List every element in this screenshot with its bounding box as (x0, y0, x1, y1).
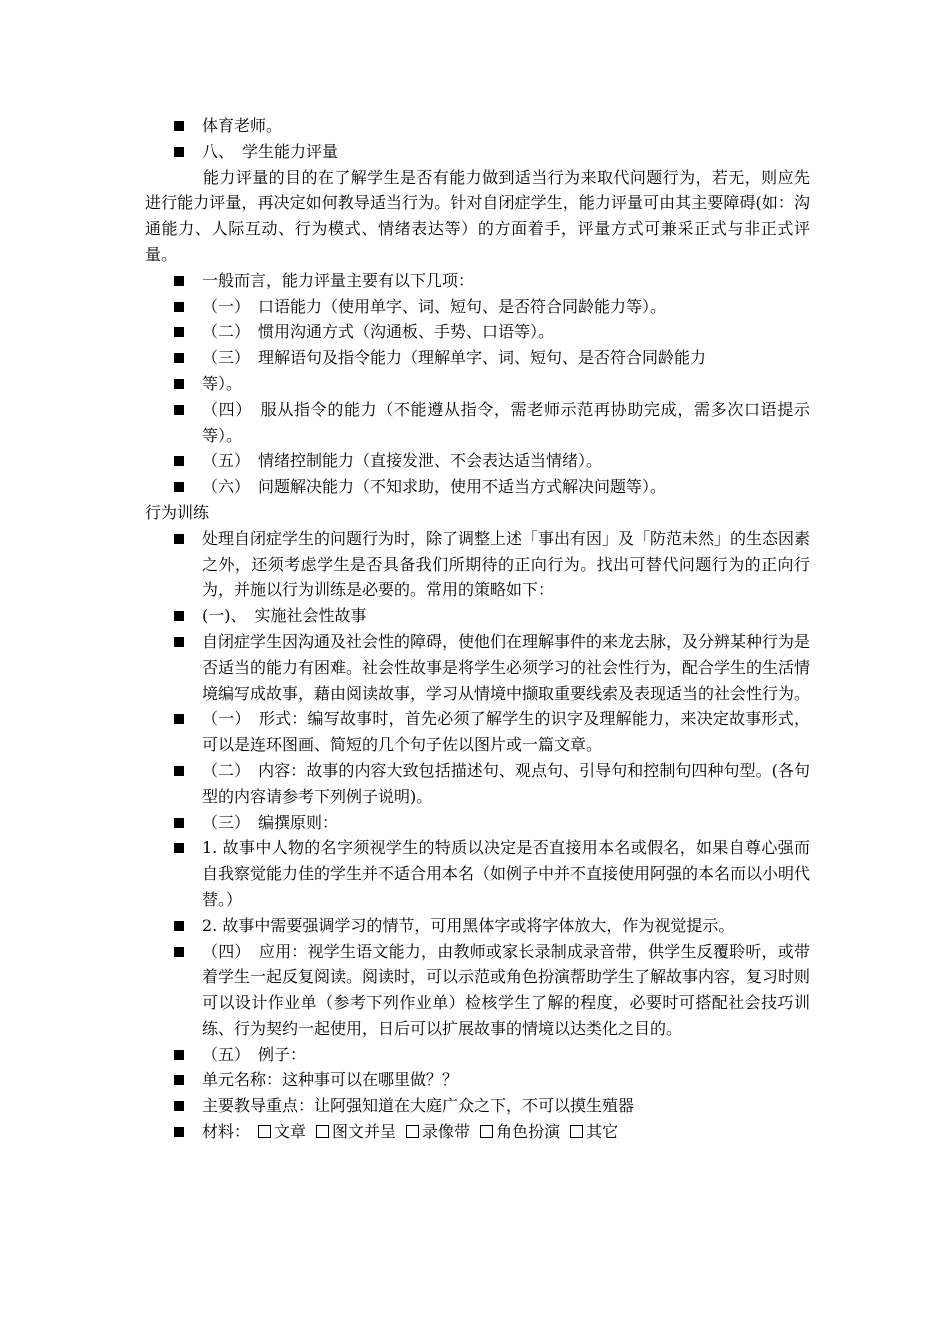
square-bullet-icon (174, 353, 184, 363)
checkbox-option[interactable]: 角色扮演 (472, 1122, 562, 1141)
list-item: （二） 惯用沟通方式（沟通板、手势、口语等）。 (145, 319, 810, 345)
bullet-list-ability (145, 268, 810, 500)
checkbox-option[interactable]: 其它 (562, 1122, 620, 1141)
list-item: （四） 应用：视学生语文能力，由教师或家长录制成录音带，供学生反覆聆听，或带着学生一起反复阅读。阅读时，可以示范或角色扮演帮助学生了解故事内容，复习时则可以设计作业单（参考下列作业单）检核学生了解的程度，必要时可搭配社会技巧训练、行为契约一起使用，日后可以扩展故事的情境以达类化之目的。 (145, 939, 810, 1042)
bullet-list-top (145, 113, 810, 165)
materials-row: 材料： 文章 图文并呈 录像带 角色扮演 其它 (145, 1119, 810, 1145)
checkbox-option[interactable]: 录像带 (398, 1122, 472, 1141)
square-bullet-icon (174, 482, 184, 492)
square-bullet-icon (174, 947, 184, 957)
checkbox-icon[interactable] (316, 1125, 329, 1138)
square-bullet-icon (174, 379, 184, 389)
section-heading: 行为训练 (145, 502, 210, 522)
list-item: （三） 编撰原则： (145, 810, 810, 836)
checkbox-icon[interactable] (480, 1125, 493, 1138)
list-item: （五） 例子： (145, 1042, 810, 1068)
list-item: (一)、 实施社会性故事 (145, 603, 810, 629)
square-bullet-icon (174, 843, 184, 853)
square-bullet-icon (174, 534, 184, 544)
list-item: 八、 学生能力评量 (145, 139, 810, 165)
list-item: 处理自闭症学生的问题行为时，除了调整上述「事出有因」及「防范未然」的生态因素之外，还须考虑学生是否具备我们所期待的正向行为。找出可替代问题行为的正向行为，并施以行为训练是必要的。常用的策略如下： (145, 526, 810, 603)
list-item: （四） 服从指令的能力（不能遵从指令，需老师示范再协助完成，需多次口语提示等）。 (145, 397, 810, 449)
bullet-list-training (145, 526, 810, 1145)
square-bullet-icon (174, 818, 184, 828)
square-bullet-icon (174, 147, 184, 157)
square-bullet-icon (174, 714, 184, 724)
list-item: （二） 内容：故事的内容大致包括描述句、观点句、引导句和控制句四种句型。(各句型的内容请参考下列例子说明)。 (145, 758, 810, 810)
list-item: 等）。 (145, 371, 810, 397)
list-item: （三） 理解语句及指令能力（理解单字、词、短句、是否符合同龄能力 (145, 345, 810, 371)
checkbox-option[interactable]: 图文并呈 (308, 1122, 398, 1141)
square-bullet-icon (174, 611, 184, 621)
list-item: 主要教导重点：让阿强知道在大庭广众之下，不可以摸生殖器 (145, 1093, 810, 1119)
square-bullet-icon (174, 121, 184, 131)
square-bullet-icon (174, 327, 184, 337)
square-bullet-icon (174, 1127, 184, 1137)
square-bullet-icon (174, 302, 184, 312)
square-bullet-icon (174, 637, 184, 647)
square-bullet-icon (174, 766, 184, 776)
list-item: 1. 故事中人物的名字须视学生的特质以决定是否直接用本名或假名，如果自尊心强而自我察觉能力佳的学生并不适合用本名（如例子中并不直接使用阿强的本名而以小明代替。） (145, 835, 810, 912)
list-item: 单元名称：这种事可以在哪里做？？ (145, 1067, 810, 1093)
square-bullet-icon (174, 1075, 184, 1085)
list-item: （一） 口语能力（使用单字、词、短句、是否符合同龄能力等）。 (145, 294, 810, 320)
checkbox-option[interactable]: 文章 (250, 1122, 308, 1141)
square-bullet-icon (174, 1101, 184, 1111)
square-bullet-icon (174, 456, 184, 466)
list-item: （一） 形式：编写故事时，首先必须了解学生的识字及理解能力，来决定故事形式，可以是连环图画、简短的几个句子佐以图片或一篇文章。 (145, 706, 810, 758)
checkbox-icon[interactable] (258, 1125, 271, 1138)
intro-paragraph: 能力评量的目的在了解学生是否有能力做到适当行为来取代问题行为，若无，则应先进行能力评量，再决定如何教导适当行为。针对自闭症学生，能力评量可由其主要障碍(如：沟通能力、人际互动、行为模式、情绪表达等）的方面着手，评量方式可兼采正式与非正式评量。 (145, 167, 810, 264)
square-bullet-icon (174, 921, 184, 931)
list-item: （六） 问题解决能力（不知求助，使用不适当方式解决问题等）。 (145, 474, 810, 500)
square-bullet-icon (174, 276, 184, 286)
square-bullet-icon (174, 1050, 184, 1060)
list-item: 2. 故事中需要强调学习的情节，可用黑体字或将字体放大，作为视觉提示。 (145, 913, 810, 939)
list-item: （五） 情绪控制能力（直接发泄、不会表达适当情绪）。 (145, 448, 810, 474)
list-item: 自闭症学生因沟通及社会性的障碍，使他们在理解事件的来龙去脉，及分辨某种行为是否适当的能力有困难。社会性故事是将学生必须学习的社会性行为，配合学生的生活情境编写成故事，藉由阅读故事，学习从情境中撷取重要线索及表现适当的社会性行为。 (145, 629, 810, 706)
list-item: 一般而言，能力评量主要有以下几项： (145, 268, 810, 294)
checkbox-icon[interactable] (406, 1125, 419, 1138)
list-item: 体育老师。 (145, 113, 810, 139)
square-bullet-icon (174, 405, 184, 415)
document-body (145, 113, 810, 1145)
checkbox-icon[interactable] (570, 1125, 583, 1138)
